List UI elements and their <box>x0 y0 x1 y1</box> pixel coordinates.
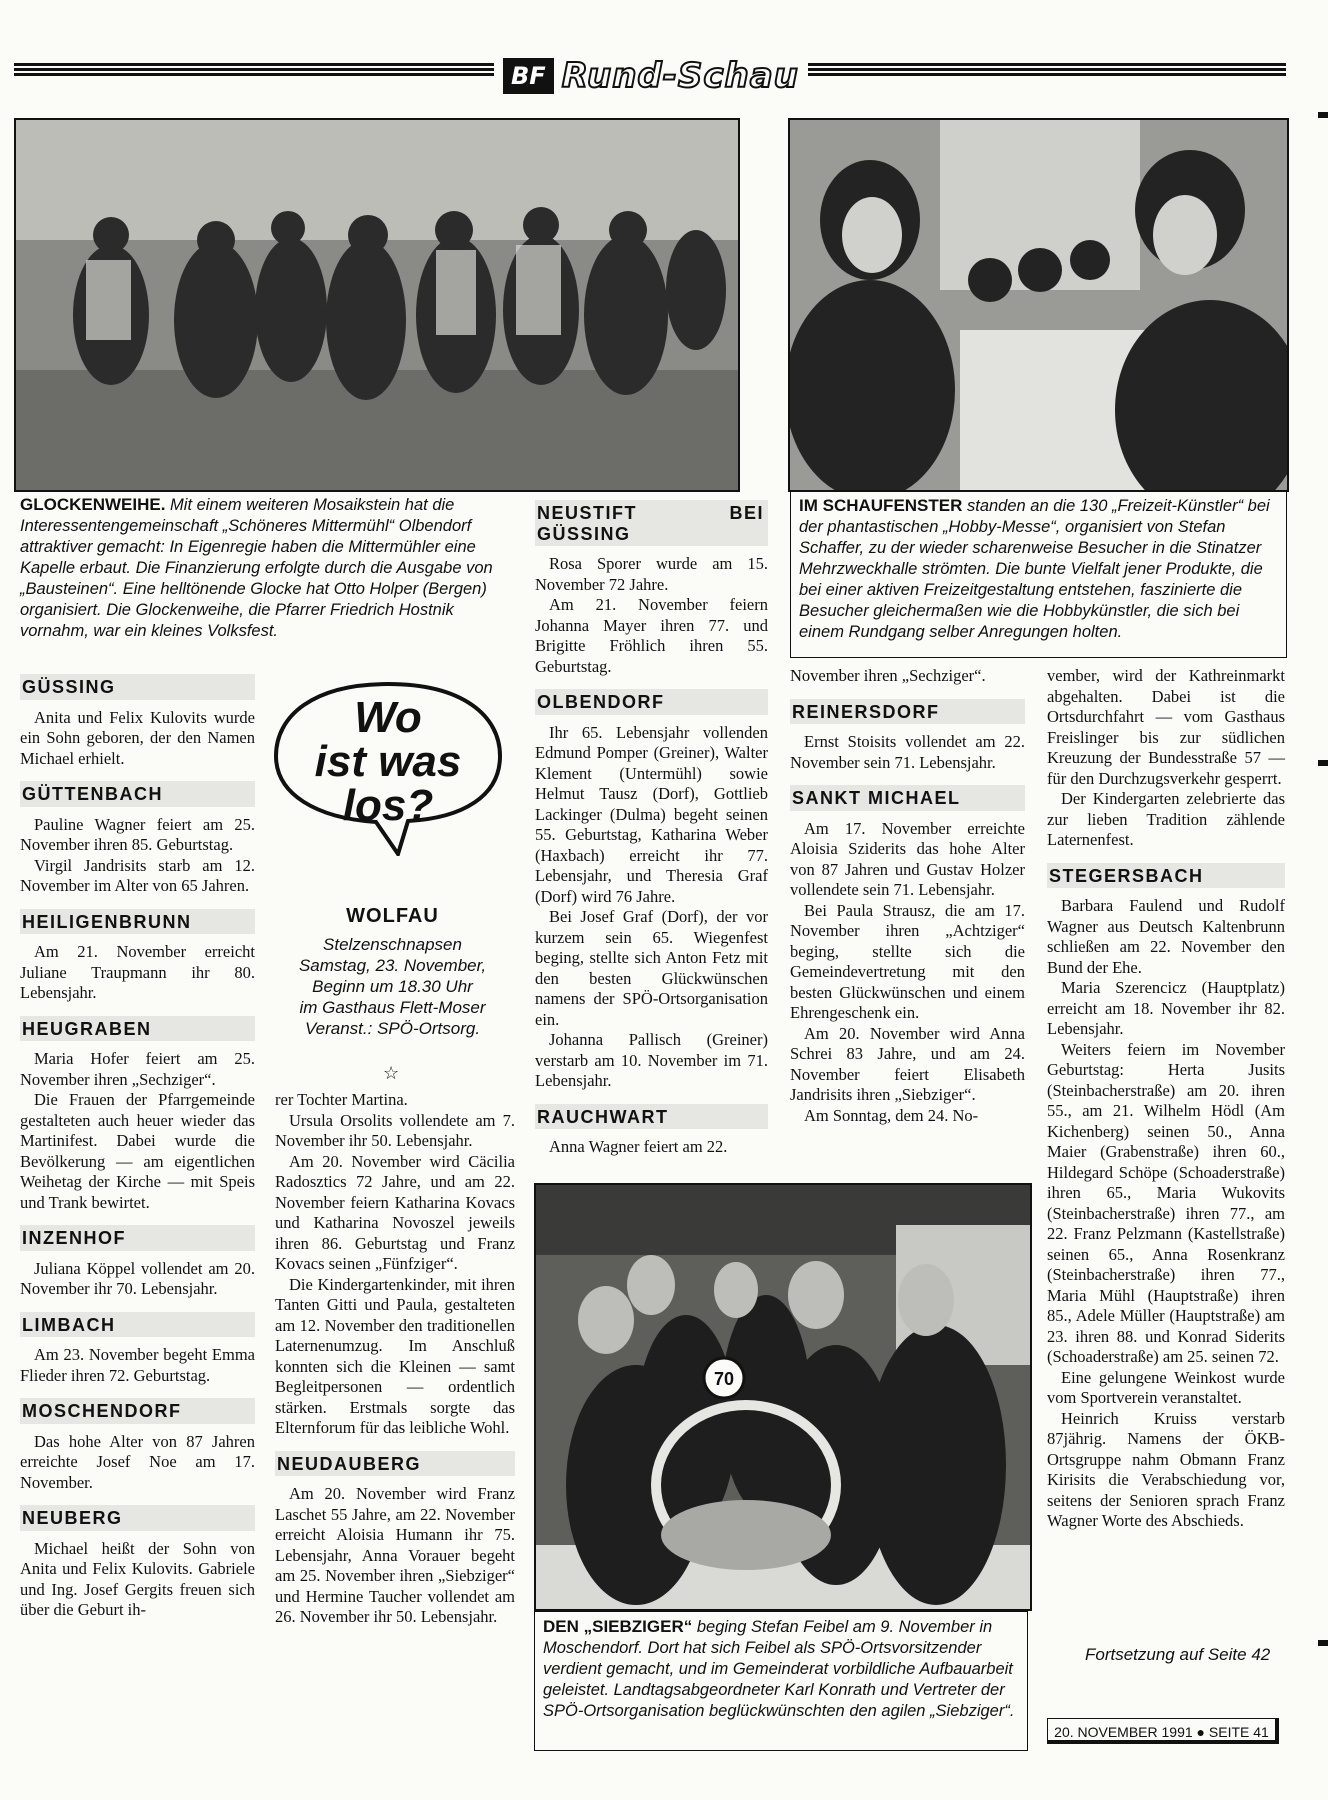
bubble-line-3: los? <box>342 781 434 830</box>
text-col4-3: Am 17. November erreichte Aloisia Sziderits das hohe Alter von 87 Jahren und Gustav Holzer vollendete sein 71. Lebensjahr. <box>790 818 1025 899</box>
text-col3-2: Am 21. November feiern Johanna Mayer ihren 77. und Brigitte Fröhlich ihren 55. Geburtstag. <box>535 595 768 676</box>
column-1 <box>20 674 255 1621</box>
heading-sanktmichael: SANKT MICHAEL <box>790 785 1025 811</box>
caption-schaufenster <box>790 490 1287 658</box>
event-line-1: Stelzenschnapsen <box>323 935 462 954</box>
text-col3-5: Johanna Pallisch (Greiner) verstarb am 10. November im 71. Lebensjahr. <box>535 1030 768 1090</box>
heading-olbendorf: OLBENDORF <box>535 689 768 715</box>
bubble-text <box>268 693 508 830</box>
star-separator: ☆ <box>383 1063 400 1083</box>
text-col3-3: Ihr 65. Lebensjahr vollenden Edmund Pomper (Greiner), Walter Klement (Untermühl) sowie Helmut Tausz (Dorf), Gottlieb Lackinger (Dulma) begeht seinen 55. Geburtstag, Katharina Weber (Haxbach) erreicht ihr 77. Lebensjahr, und Theresia Graf (Dorf) wird 76 Jahre. <box>535 722 768 906</box>
text-col3-6: Anna Wagner feiert am 22. <box>549 1137 728 1156</box>
caption-siebziger <box>534 1611 1028 1751</box>
caption-glockenweihe-head: GLOCKENWEIHE. <box>20 495 166 514</box>
column-4 <box>790 666 1025 1126</box>
heading-rauchwart: RAUCHWART <box>535 1104 768 1130</box>
text-col5-2: Der Kindergarten zelebrierte das zur lieben Tradition zählende Laternenfest. <box>1047 789 1285 849</box>
caption-schaufenster-head: IM SCHAUFENSTER <box>799 496 963 515</box>
heading-inzenhof: INZENHOF <box>20 1225 255 1251</box>
text-col4-2: Ernst Stoisits vollendet am 22. November sein 71. Lebensjahr. <box>790 732 1025 772</box>
heading-guettenbach: GÜTTENBACH <box>20 781 255 807</box>
heading-moschendorf: MOSCHENDORF <box>20 1398 255 1424</box>
edge-mark <box>1318 760 1328 766</box>
heading-heugraben: HEUGRABEN <box>20 1016 255 1042</box>
caption-glockenweihe <box>20 494 508 642</box>
text-col5-3: Barbara Faulend und Rudolf Wagner aus Deutsch Kaltenbrunn schließen am 22. November den Bund der Ehe. <box>1047 896 1285 977</box>
text-col4-1: November ihren „Sechziger“. <box>790 666 986 685</box>
text-guettenbach-1: Pauline Wagner feiert am 25. November ihren 85. Geburtstag. <box>20 814 255 854</box>
text-col2-3: Am 20. November wird Cäcilia Radosztics 72 Jahre, und am 22. November feiern Katharina Kovacs und Katharina Novoszel jeweils ihren 86. Geburtstag und Franz Kovacs seinen „Fünfziger“. <box>275 1151 515 1273</box>
event-line-2: Samstag, 23. November, <box>298 956 487 975</box>
section-title: Rund-Schau <box>561 56 799 96</box>
event-line-3: Beginn um 18.30 Uhr <box>312 977 473 996</box>
text-col2-2: Ursula Orsolits vollendete am 7. November ihr 50. Lebensjahr. <box>275 1110 515 1150</box>
header-rule-left <box>14 63 494 77</box>
heading-reinersdorf: REINERSDORF <box>790 699 1025 725</box>
heading-stegersbach: STEGERSBACH <box>1047 863 1285 889</box>
text-heugraben-1: Maria Hofer feiert am 25. November ihren „Sechziger“. <box>20 1049 255 1089</box>
caption-glockenweihe-text: Mit einem weiteren Mosaikstein hat die Interessentengemeinschaft „Schöneres Mittermühl“ Olbendorf attraktiver gemacht: In Eigenregie haben die Mittermühler eine Kapelle erbaut. Die Finanzierung erfolgte durch die Ausgabe von „Bausteinen“. Eine helltönende Glocke hat Otto Holper (Bergen) organisiert. Die Glockenweihe, die Pfarrer Friedrich Hostnik vornahm, war ein kleines Volksfest. <box>20 496 493 640</box>
text-heiligenbrunn: Am 21. November erreicht Juliane Traupmann ihr 80. Lebensjahr. <box>20 942 255 1002</box>
text-inzenhof: Juliana Köppel vollendet am 20. November ihr 70. Lebensjahr. <box>20 1258 255 1298</box>
text-col4-5: Am 20. November wird Anna Schrei 83 Jahre, und am 24. November feiert Elisabeth Jandrisits ihren „Siebziger“. <box>790 1023 1025 1104</box>
edge-mark <box>1318 1640 1328 1646</box>
column-5 <box>1047 666 1285 1532</box>
heading-heiligenbrunn: HEILIGENBRUNN <box>20 909 255 935</box>
edge-mark <box>1318 112 1328 118</box>
text-guettenbach-2: Virgil Jandrisits starb am 12. November im Alter von 65 Jahren. <box>20 855 255 895</box>
event-wolfau <box>275 905 510 1039</box>
text-col2-1: rer Tochter Martina. <box>275 1090 408 1109</box>
text-neuberg: Michael heißt der Sohn von Anita und Felix Kulovits. Gabriele und Ing. Josef Gergits freuen sich über die Geburt ih- <box>20 1538 255 1619</box>
text-heugraben-2: Die Frauen der Pfarrgemeinde gestalteten auch heuer wieder das Martinifest. Dabei wurde die Bevölkerung — am eigentlichen Weihetag der Kirche — mit Speis und Trank bewirtet. <box>20 1090 255 1212</box>
caption-schaufenster-text: standen an die 130 „Freizeit-Künstler“ bei der phantastischen „Hobby-Messe“, organisiert von Stefan Schaffer, zu der wieder scharenweise Besucher in die Stinatzer Mehrzweckhalle strömten. Die bunte Vielfalt jener Produkte, die bei einer aktiven Freizeitgestaltung entstehen, faszinierte die Besucher gleichermaßen wie die Hobbykünstler, die sich bei einem Rundgang selber Anregungen holten. <box>799 497 1270 641</box>
text-col5-7: Heinrich Kruiss verstarb 87jährig. Namens der ÖKB-Ortsgruppe nahm Obmann Franz Kirisits die Verabschiedung vor, seitens der Senioren sprach Franz Wagner Worte des Abschieds. <box>1047 1408 1285 1530</box>
text-col3-4: Bei Josef Graf (Dorf), der vor kurzem sein 65. Wiegenfest beging, stellte sich Anton Fetz mit den besten Glückwünschen namens der SPÖ-Ortsorganisation ein. <box>535 907 768 1029</box>
logo-abbr: BF <box>503 58 554 94</box>
text-limbach: Am 23. November begeht Emma Flieder ihren 72. Geburtstag. <box>20 1345 255 1385</box>
page-footer: 20. NOVEMBER 1991 ● SEITE 41 <box>1047 1718 1279 1744</box>
text-col5-4: Maria Szerencicz (Hauptplatz) erreicht am 18. November ihr 82. Lebensjahr. <box>1047 978 1285 1038</box>
bubble-line-2: ist was <box>314 737 462 786</box>
caption-siebziger-head: DEN „SIEBZIGER“ <box>543 1617 693 1636</box>
text-col5-5: Weiters feiern im November Geburtstag: Herta Jusits (Steinbacherstraße) am 20. ihren 55., am 21. Wilhelm Hödl (Am Kichenberg) seinen 50., Anna Maier (Grabenstraße) ihren 60., Hildegard Schöpe (Schoaderstraße) ihren 65., Maria Wukovits (Steinbacherstraße) ihren 77., am 22. Franz Pelzmann (Kastellstraße) seinen 65., Anna Rosenkranz (Steinbacherstraße) ihren 77., Maria Mühl (Hauptstraße) ihren 85., Adele Müller (Hauptstraße) am 23. ihren 88. und Konrad Siderits (Schoaderstraße) am 25. seinen 72. <box>1047 1039 1285 1366</box>
text-col3-1: Rosa Sporer wurde am 15. November 72 Jahre. <box>535 554 768 594</box>
heading-guessing: GÜSSING <box>20 674 255 700</box>
heading-neustift: NEUSTIFT BEI GÜSSING <box>535 500 768 546</box>
bubble-line-1: Wo <box>354 693 422 742</box>
photo-schaufenster <box>788 118 1289 492</box>
text-col5-6: Eine gelungene Weinkost wurde vom Sportverein veranstaltet. <box>1047 1367 1285 1407</box>
event-line-5: Veranst.: SPÖ-Ortsorg. <box>304 1019 481 1038</box>
text-col2-5: Am 20. November wird Franz Laschet 55 Jahre, am 22. November erreicht Aloisia Humann ihr 75. Lebensjahr, Anna Vorauer begeht am 25. November ihren „Siebziger“ und Hermine Taucher vollendet am 26. November ihr 50. Lebensjahr. <box>275 1484 515 1626</box>
text-moschendorf: Das hohe Alter von 87 Jahren erreichte Josef Noe am 17. November. <box>20 1431 255 1492</box>
text-col5-1: vember, wird der Kathreinmarkt abgehalten. Dabei ist die Ortsdurchfahrt — vom Gasthaus Freislinger bis zur südlichen Kreuzung der Bundesstraße 57 — für den Durchzugsverkehr gesperrt. <box>1047 666 1285 788</box>
text-guessing: Anita und Felix Kulovits wurde ein Sohn geboren, der den Namen Michael erhielt. <box>20 707 255 768</box>
text-col2-4: Die Kindergartenkinder, mit ihren Tanten Gitti und Paula, gestalteten am 12. November den traditionellen Laternenumzug. Im Anschluß konnten sich die Kleinen — samt Begleitpersonen — ordentlich stärken. Erstmals sorgte das Elternforum für das leibliche Wohl. <box>275 1274 515 1437</box>
event-town: WOLFAU <box>346 905 439 927</box>
photo-siebziger <box>534 1183 1032 1611</box>
continuation-note: Fortsetzung auf Seite 42 <box>1085 1645 1271 1664</box>
event-line-4: im Gasthaus Flett-Moser <box>299 998 486 1017</box>
caption-siebziger-text: beging Stefan Feibel am 9. November in Moschendorf. Dort hat sich Feibel als SPÖ-Ortsvorsitzender verdient gemacht, und im Gemeinderat vorbildliche Aufbauarbeit geleistet. Landtagsabgeordneter Karl Konrath und Vertreter der SPÖ-Ortsorganisation beglückwünschten den agilen „Siebziger“. <box>543 1618 1015 1720</box>
heading-limbach: LIMBACH <box>20 1312 255 1338</box>
heading-neudauberg: NEUDAUBERG <box>275 1451 515 1477</box>
text-col4-6: Am Sonntag, dem 24. No- <box>804 1105 979 1125</box>
badge-seventy: 70 <box>713 1369 735 1389</box>
text-col4-4: Bei Paula Strausz, die am 17. November ihren „Achtziger“ beging, stellte sich die Gemeindevertretung mit den besten Glückwünschen und einem Ehrengeschenk ein. <box>790 900 1025 1022</box>
column-3 <box>535 500 768 1158</box>
header-rule-right <box>808 63 1286 77</box>
section-logo <box>503 55 823 97</box>
column-2 <box>275 1090 515 1628</box>
photo-glockenweihe <box>14 118 740 492</box>
speech-bubble <box>268 676 508 856</box>
heading-neuberg: NEUBERG <box>20 1505 255 1531</box>
